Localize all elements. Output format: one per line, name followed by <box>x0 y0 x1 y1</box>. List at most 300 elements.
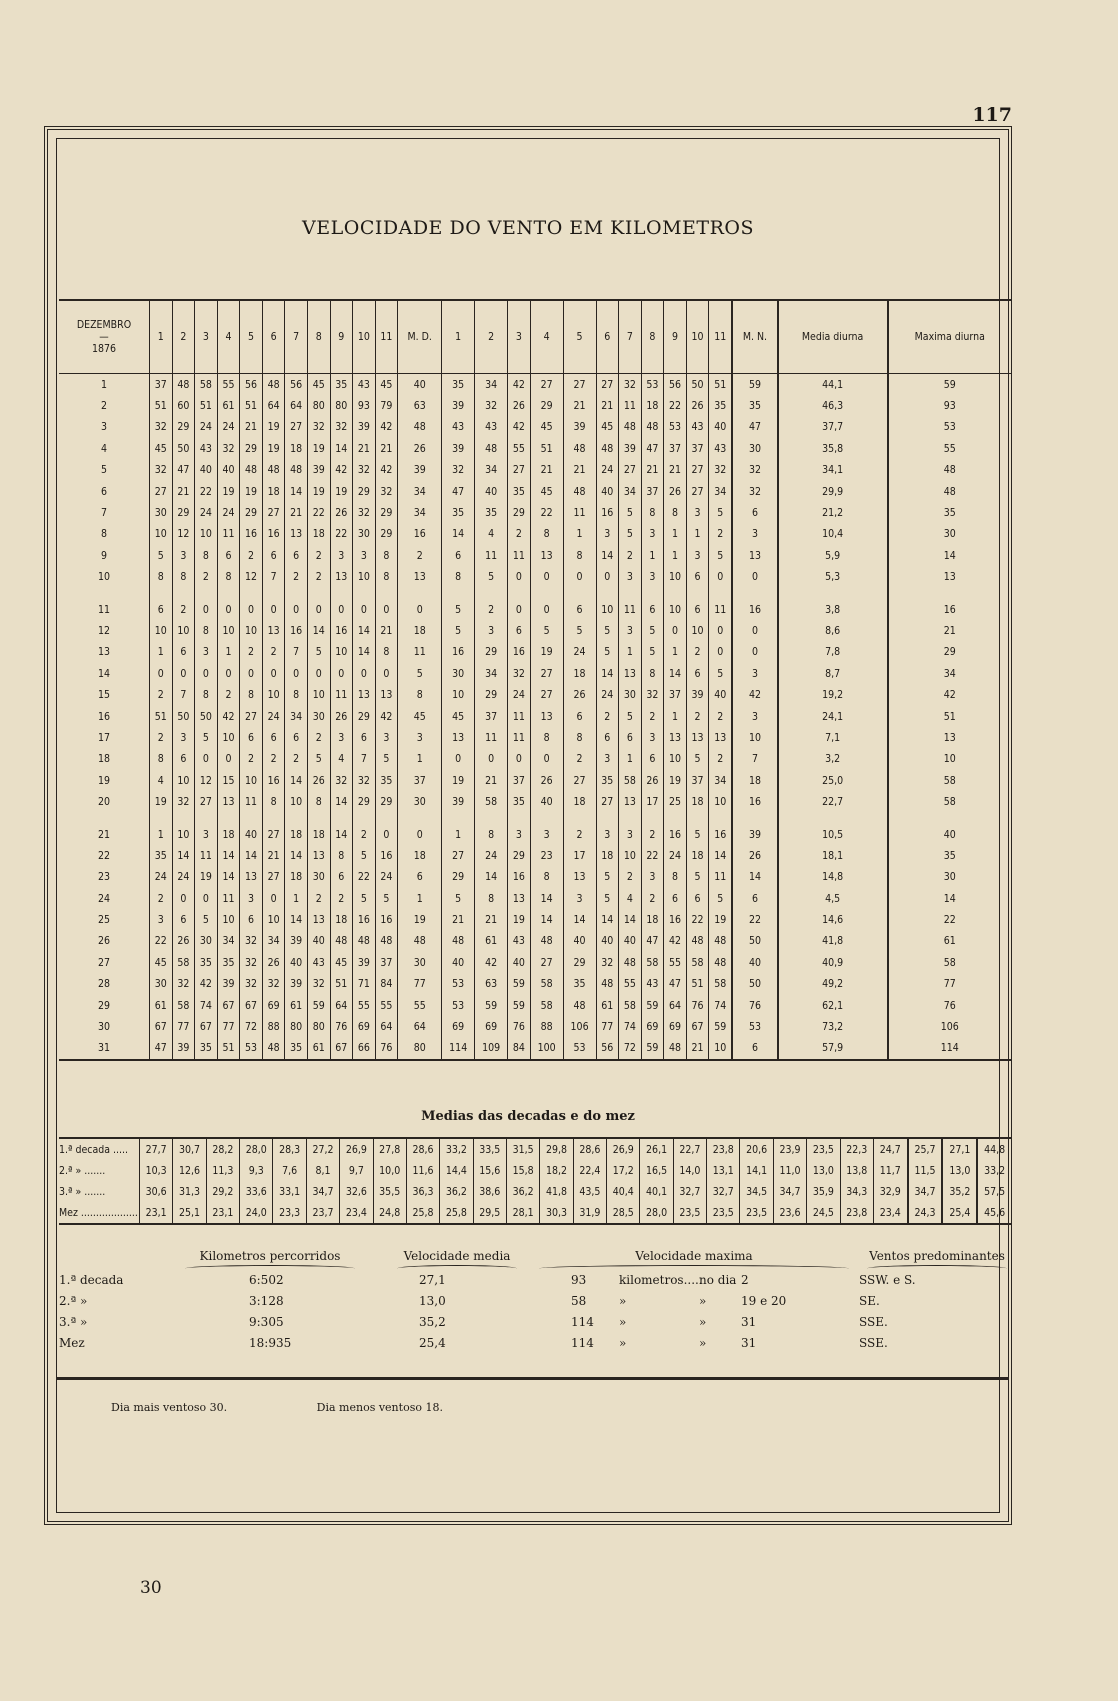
gap-cell <box>664 588 687 599</box>
value-cell: 16 <box>262 770 285 791</box>
value-cell: 29 <box>172 417 195 438</box>
value-cell: 16 <box>709 824 732 845</box>
value-cell: 11 <box>217 888 240 909</box>
value-cell: 14 <box>596 663 619 684</box>
value-cell: 18 <box>563 791 596 812</box>
wind-speed-table <box>59 299 1011 1061</box>
gap-cell <box>508 813 531 824</box>
value-cell: 29 <box>563 952 596 973</box>
value-cell: 45 <box>330 952 353 973</box>
value-cell: 5 <box>475 567 508 588</box>
value-cell: 6 <box>240 909 263 930</box>
value-cell: 22 <box>732 909 777 930</box>
value-cell: 42 <box>888 684 1011 705</box>
value-cell: 19 <box>307 481 330 502</box>
value-cell: 16 <box>240 524 263 545</box>
value-cell: 21 <box>375 620 398 641</box>
value-cell: 32 <box>709 460 732 481</box>
table-row <box>59 395 1011 416</box>
decade-value: 13,0 <box>942 1160 977 1181</box>
value-cell: 19 <box>398 909 442 930</box>
value-cell: 58 <box>619 995 642 1016</box>
value-cell: 10 <box>307 684 330 705</box>
value-cell: 35 <box>150 845 173 866</box>
value-cell: 21 <box>686 1038 709 1060</box>
value-cell: 22 <box>686 909 709 930</box>
value-cell: 39 <box>686 684 709 705</box>
decade-value: 14,0 <box>673 1160 706 1181</box>
value-cell: 53 <box>563 1038 596 1060</box>
value-cell: 27 <box>262 867 285 888</box>
value-cell: 42 <box>330 460 353 481</box>
value-cell: 22,7 <box>778 791 888 812</box>
value-cell: 42 <box>217 706 240 727</box>
value-cell: 0 <box>353 663 376 684</box>
value-cell: 25 <box>664 791 687 812</box>
value-cell: 2 <box>619 867 642 888</box>
value-cell: 37 <box>664 438 687 459</box>
table-row <box>59 460 1011 481</box>
value-cell: 21 <box>530 460 563 481</box>
decade-value: 36,3 <box>406 1181 439 1202</box>
summary-max-unit: » <box>619 1315 627 1329</box>
gap-cell <box>217 588 240 599</box>
hour-header-day-1: 1 <box>150 300 173 374</box>
value-cell: 67 <box>150 1016 173 1037</box>
decade-value: 23,5 <box>740 1202 773 1224</box>
value-cell: 10 <box>217 620 240 641</box>
value-cell: 58 <box>709 974 732 995</box>
value-cell: 53 <box>732 1016 777 1037</box>
value-cell: 27 <box>596 791 619 812</box>
value-cell: 1 <box>664 524 687 545</box>
value-cell: 0 <box>530 599 563 620</box>
decade-value: 10,0 <box>373 1160 406 1181</box>
summary-max: 114 <box>571 1315 594 1329</box>
value-cell: 80 <box>398 1038 442 1060</box>
value-cell: 22 <box>641 845 664 866</box>
value-cell: 32 <box>262 974 285 995</box>
value-cell: 64 <box>330 995 353 1016</box>
value-cell: 11 <box>398 642 442 663</box>
gap-cell <box>563 588 596 599</box>
decade-value: 24,0 <box>240 1202 273 1224</box>
value-cell: 43 <box>307 952 330 973</box>
value-cell: 34 <box>709 770 732 791</box>
value-cell: 5 <box>375 749 398 770</box>
value-cell: 26 <box>732 845 777 866</box>
gap-cell <box>596 588 619 599</box>
value-cell: 0 <box>172 888 195 909</box>
value-cell: 10,4 <box>778 524 888 545</box>
value-cell: 48 <box>262 1038 285 1060</box>
value-cell: 13 <box>307 845 330 866</box>
gap-cell <box>172 813 195 824</box>
value-cell: 14 <box>442 524 475 545</box>
value-cell: 12 <box>195 770 218 791</box>
value-cell: 14 <box>732 867 777 888</box>
value-cell: 10 <box>442 684 475 705</box>
value-cell: 39 <box>442 395 475 416</box>
value-cell: 14 <box>285 770 308 791</box>
value-cell: 10 <box>330 642 353 663</box>
value-cell: 0 <box>375 824 398 845</box>
value-cell: 34 <box>888 663 1011 684</box>
value-cell: 5 <box>596 888 619 909</box>
decade-value: 24,3 <box>908 1202 943 1224</box>
value-cell: 15 <box>217 770 240 791</box>
value-cell: 19 <box>195 867 218 888</box>
day-cell: 9 <box>100 549 107 562</box>
value-cell: 40 <box>596 481 619 502</box>
value-cell: 58 <box>641 952 664 973</box>
value-cell: 0 <box>195 663 218 684</box>
value-cell: 25,0 <box>778 770 888 791</box>
value-cell: 0 <box>596 567 619 588</box>
decade-value: 35,5 <box>373 1181 406 1202</box>
gap-cell <box>195 813 218 824</box>
decade-value: 33,1 <box>273 1181 306 1202</box>
value-cell: 2 <box>150 727 173 748</box>
value-cell: 13 <box>217 791 240 812</box>
value-cell: 27 <box>262 502 285 523</box>
value-cell: 2 <box>709 706 732 727</box>
value-cell: 16 <box>353 909 376 930</box>
value-cell: 40 <box>195 460 218 481</box>
value-cell: 6 <box>732 502 777 523</box>
value-cell: 32 <box>475 395 508 416</box>
gap-cell <box>508 588 531 599</box>
decade-value: 31,9 <box>573 1202 606 1224</box>
value-cell: 40 <box>240 824 263 845</box>
value-cell: 8 <box>195 545 218 566</box>
decade-value: 30,3 <box>540 1202 573 1224</box>
value-cell: 8 <box>307 791 330 812</box>
value-cell: 6 <box>262 727 285 748</box>
maxima-diurna-header: Maxima diurna <box>888 300 1011 374</box>
value-cell: 6 <box>330 867 353 888</box>
decade-value: 28,6 <box>406 1138 439 1160</box>
decade-value: 36,2 <box>506 1181 539 1202</box>
decade-value: 27,2 <box>306 1138 339 1160</box>
decade-value: 24,8 <box>373 1202 406 1224</box>
decade-value: 26,1 <box>640 1138 673 1160</box>
value-cell: 6 <box>172 642 195 663</box>
hour-header-night-9: 9 <box>664 300 687 374</box>
gap-cell <box>530 813 563 824</box>
value-cell: 48 <box>353 931 376 952</box>
value-cell: 26 <box>641 770 664 791</box>
value-cell: 22 <box>150 931 173 952</box>
day-cell: 14 <box>97 667 111 680</box>
decade-value: 25,1 <box>173 1202 206 1224</box>
value-cell: 48 <box>619 417 642 438</box>
decade-label: 1.ª decada ..... <box>59 1138 140 1160</box>
day-cell: 12 <box>97 624 111 637</box>
value-cell: 1 <box>619 642 642 663</box>
value-cell: 35 <box>508 481 531 502</box>
value-cell: 24 <box>217 502 240 523</box>
value-cell: 0 <box>262 663 285 684</box>
value-cell: 5 <box>686 824 709 845</box>
value-cell: 16 <box>888 599 1011 620</box>
table-row <box>59 502 1011 523</box>
summary-max-unit: kilometros..... <box>619 1273 703 1287</box>
value-cell: 6 <box>563 706 596 727</box>
gap-cell <box>59 588 150 599</box>
decade-row <box>59 1138 1011 1160</box>
value-cell: 2 <box>262 642 285 663</box>
value-cell: 8 <box>172 567 195 588</box>
summary-media: 27,1 <box>419 1273 446 1287</box>
value-cell: 18 <box>307 524 330 545</box>
value-cell: 22 <box>888 909 1011 930</box>
value-cell: 11 <box>508 727 531 748</box>
value-cell: 18 <box>285 824 308 845</box>
value-cell: 3 <box>563 888 596 909</box>
value-cell: 16 <box>398 524 442 545</box>
summary-row <box>59 1273 1011 1293</box>
value-cell: 6 <box>150 599 173 620</box>
value-cell: 26 <box>530 770 563 791</box>
gap-cell <box>353 588 376 599</box>
hour-header-day-11: 11 <box>375 300 398 374</box>
value-cell: 26 <box>330 502 353 523</box>
value-cell: 1 <box>398 749 442 770</box>
value-cell: 24 <box>563 642 596 663</box>
value-cell: 30 <box>195 931 218 952</box>
summary-dia: 31 <box>741 1336 757 1350</box>
value-cell: 60 <box>172 395 195 416</box>
value-cell: 8 <box>563 727 596 748</box>
value-cell: 11 <box>709 599 732 620</box>
value-cell: 8 <box>195 684 218 705</box>
decade-value: 23,5 <box>807 1138 840 1160</box>
decade-value: 11,3 <box>206 1160 239 1181</box>
value-cell: 1 <box>664 545 687 566</box>
decade-value: 29,2 <box>206 1181 239 1202</box>
value-cell: 48 <box>330 931 353 952</box>
summary-km: 9:305 <box>249 1315 284 1329</box>
value-cell: 76 <box>732 995 777 1016</box>
value-cell: 47 <box>664 974 687 995</box>
value-cell: 1 <box>686 524 709 545</box>
value-cell: 35 <box>330 374 353 396</box>
value-cell: 10 <box>353 567 376 588</box>
value-cell: 16 <box>508 642 531 663</box>
decade-value: 22,7 <box>673 1138 706 1160</box>
value-cell: 29 <box>375 791 398 812</box>
value-cell: 2 <box>398 545 442 566</box>
value-cell: 29 <box>240 438 263 459</box>
decade-value: 33,2 <box>977 1160 1011 1181</box>
value-cell: 0 <box>732 567 777 588</box>
value-cell: 16 <box>285 620 308 641</box>
value-cell: 32 <box>307 417 330 438</box>
value-cell: 0 <box>709 567 732 588</box>
summary-vento: SE. <box>859 1294 880 1308</box>
value-cell: 29 <box>508 845 531 866</box>
value-cell: 6 <box>442 545 475 566</box>
value-cell: 21 <box>442 909 475 930</box>
table-row <box>59 845 1011 866</box>
value-cell: 21 <box>664 460 687 481</box>
summary-dia: 31 <box>741 1315 757 1329</box>
value-cell: 51 <box>150 706 173 727</box>
value-cell: 0 <box>375 663 398 684</box>
value-cell: 88 <box>262 1016 285 1037</box>
value-cell: 48 <box>563 995 596 1016</box>
value-cell: 27 <box>262 824 285 845</box>
value-cell: 35 <box>375 770 398 791</box>
media-diurna-header: Media diurna <box>778 300 888 374</box>
table-row <box>59 749 1011 770</box>
table-row <box>59 791 1011 812</box>
value-cell: 47 <box>641 438 664 459</box>
value-cell: 1 <box>641 545 664 566</box>
value-cell: 29 <box>375 502 398 523</box>
value-cell: 35 <box>732 395 777 416</box>
value-cell: 30 <box>307 706 330 727</box>
notes <box>111 1401 529 1414</box>
value-cell: 106 <box>888 1016 1011 1037</box>
value-cell: 18 <box>686 791 709 812</box>
value-cell: 62,1 <box>778 995 888 1016</box>
value-cell: 11 <box>508 706 531 727</box>
value-cell: 32 <box>732 460 777 481</box>
value-cell: 45 <box>442 706 475 727</box>
md-header: M. D. <box>398 300 442 374</box>
value-cell: 77 <box>217 1016 240 1037</box>
inner-frame <box>56 138 1006 1513</box>
value-cell: 14 <box>664 663 687 684</box>
summary-media: 13,0 <box>419 1294 446 1308</box>
value-cell: 7,8 <box>778 642 888 663</box>
value-cell: 18 <box>398 620 442 641</box>
value-cell: 42 <box>375 417 398 438</box>
gap-cell <box>778 813 888 824</box>
value-cell: 76 <box>375 1038 398 1060</box>
value-cell: 6 <box>353 727 376 748</box>
value-cell: 48 <box>888 481 1011 502</box>
value-cell: 13 <box>398 567 442 588</box>
value-cell: 14 <box>475 867 508 888</box>
value-cell: 45 <box>150 438 173 459</box>
value-cell: 45 <box>530 417 563 438</box>
value-cell: 6 <box>664 888 687 909</box>
value-cell: 34 <box>475 663 508 684</box>
decade-value: 22,4 <box>573 1160 606 1181</box>
value-cell: 6 <box>686 663 709 684</box>
gap-cell <box>150 588 173 599</box>
value-cell: 0 <box>240 663 263 684</box>
value-cell: 12 <box>240 567 263 588</box>
table-header-row <box>59 300 1011 374</box>
value-cell: 6 <box>732 888 777 909</box>
value-cell: 3 <box>619 620 642 641</box>
value-cell: 21 <box>596 395 619 416</box>
value-cell: 24 <box>475 845 508 866</box>
day-cell: 24 <box>97 892 111 905</box>
value-cell: 13 <box>664 727 687 748</box>
value-cell: 5 <box>353 845 376 866</box>
value-cell: 35 <box>709 395 732 416</box>
value-cell: 61 <box>596 995 619 1016</box>
decade-value: 34,7 <box>306 1181 339 1202</box>
value-cell: 74 <box>195 995 218 1016</box>
value-cell: 34 <box>709 481 732 502</box>
value-cell: 67 <box>195 1016 218 1037</box>
value-cell: 37 <box>150 374 173 396</box>
value-cell: 24,1 <box>778 706 888 727</box>
value-cell: 14 <box>888 888 1011 909</box>
value-cell: 26 <box>664 481 687 502</box>
value-cell: 17 <box>641 791 664 812</box>
value-cell: 27 <box>596 374 619 396</box>
value-cell: 43 <box>686 417 709 438</box>
value-cell: 19 <box>664 770 687 791</box>
value-cell: 3 <box>641 567 664 588</box>
value-cell: 30 <box>150 974 173 995</box>
decade-value: 33,6 <box>240 1181 273 1202</box>
decade-row <box>59 1160 1011 1181</box>
table-row <box>59 931 1011 952</box>
value-cell: 13 <box>530 545 563 566</box>
value-cell: 32 <box>240 974 263 995</box>
value-cell: 84 <box>375 974 398 995</box>
value-cell: 1 <box>563 524 596 545</box>
value-cell: 7 <box>172 684 195 705</box>
value-cell: 2 <box>508 524 531 545</box>
value-cell: 48 <box>686 931 709 952</box>
value-cell: 10 <box>888 749 1011 770</box>
value-cell: 39 <box>307 460 330 481</box>
value-cell: 34 <box>475 374 508 396</box>
value-cell: 5 <box>375 888 398 909</box>
value-cell: 55 <box>353 995 376 1016</box>
value-cell: 3,2 <box>778 749 888 770</box>
value-cell: 37 <box>686 438 709 459</box>
decade-value: 34,5 <box>740 1181 773 1202</box>
summary-row <box>59 1294 1011 1314</box>
value-cell: 18 <box>686 845 709 866</box>
value-cell: 47 <box>641 931 664 952</box>
value-cell: 8 <box>150 749 173 770</box>
value-cell: 14 <box>709 845 732 866</box>
value-cell: 50 <box>732 974 777 995</box>
value-cell: 39 <box>285 974 308 995</box>
value-cell: 29 <box>530 395 563 416</box>
value-cell: 0 <box>307 663 330 684</box>
value-cell: 2 <box>475 599 508 620</box>
value-cell: 2 <box>330 888 353 909</box>
value-cell: 21 <box>240 417 263 438</box>
value-cell: 73,2 <box>778 1016 888 1037</box>
value-cell: 59 <box>475 995 508 1016</box>
value-cell: 19 <box>307 438 330 459</box>
value-cell: 43 <box>641 974 664 995</box>
value-cell: 8 <box>530 867 563 888</box>
value-cell: 69 <box>353 1016 376 1037</box>
value-cell: 21 <box>475 909 508 930</box>
value-cell: 32 <box>619 374 642 396</box>
value-cell: 56 <box>285 374 308 396</box>
value-cell: 35 <box>508 791 531 812</box>
value-cell: 30 <box>398 952 442 973</box>
value-cell: 55 <box>217 374 240 396</box>
value-cell: 48 <box>664 1038 687 1060</box>
value-cell: 8,6 <box>778 620 888 641</box>
